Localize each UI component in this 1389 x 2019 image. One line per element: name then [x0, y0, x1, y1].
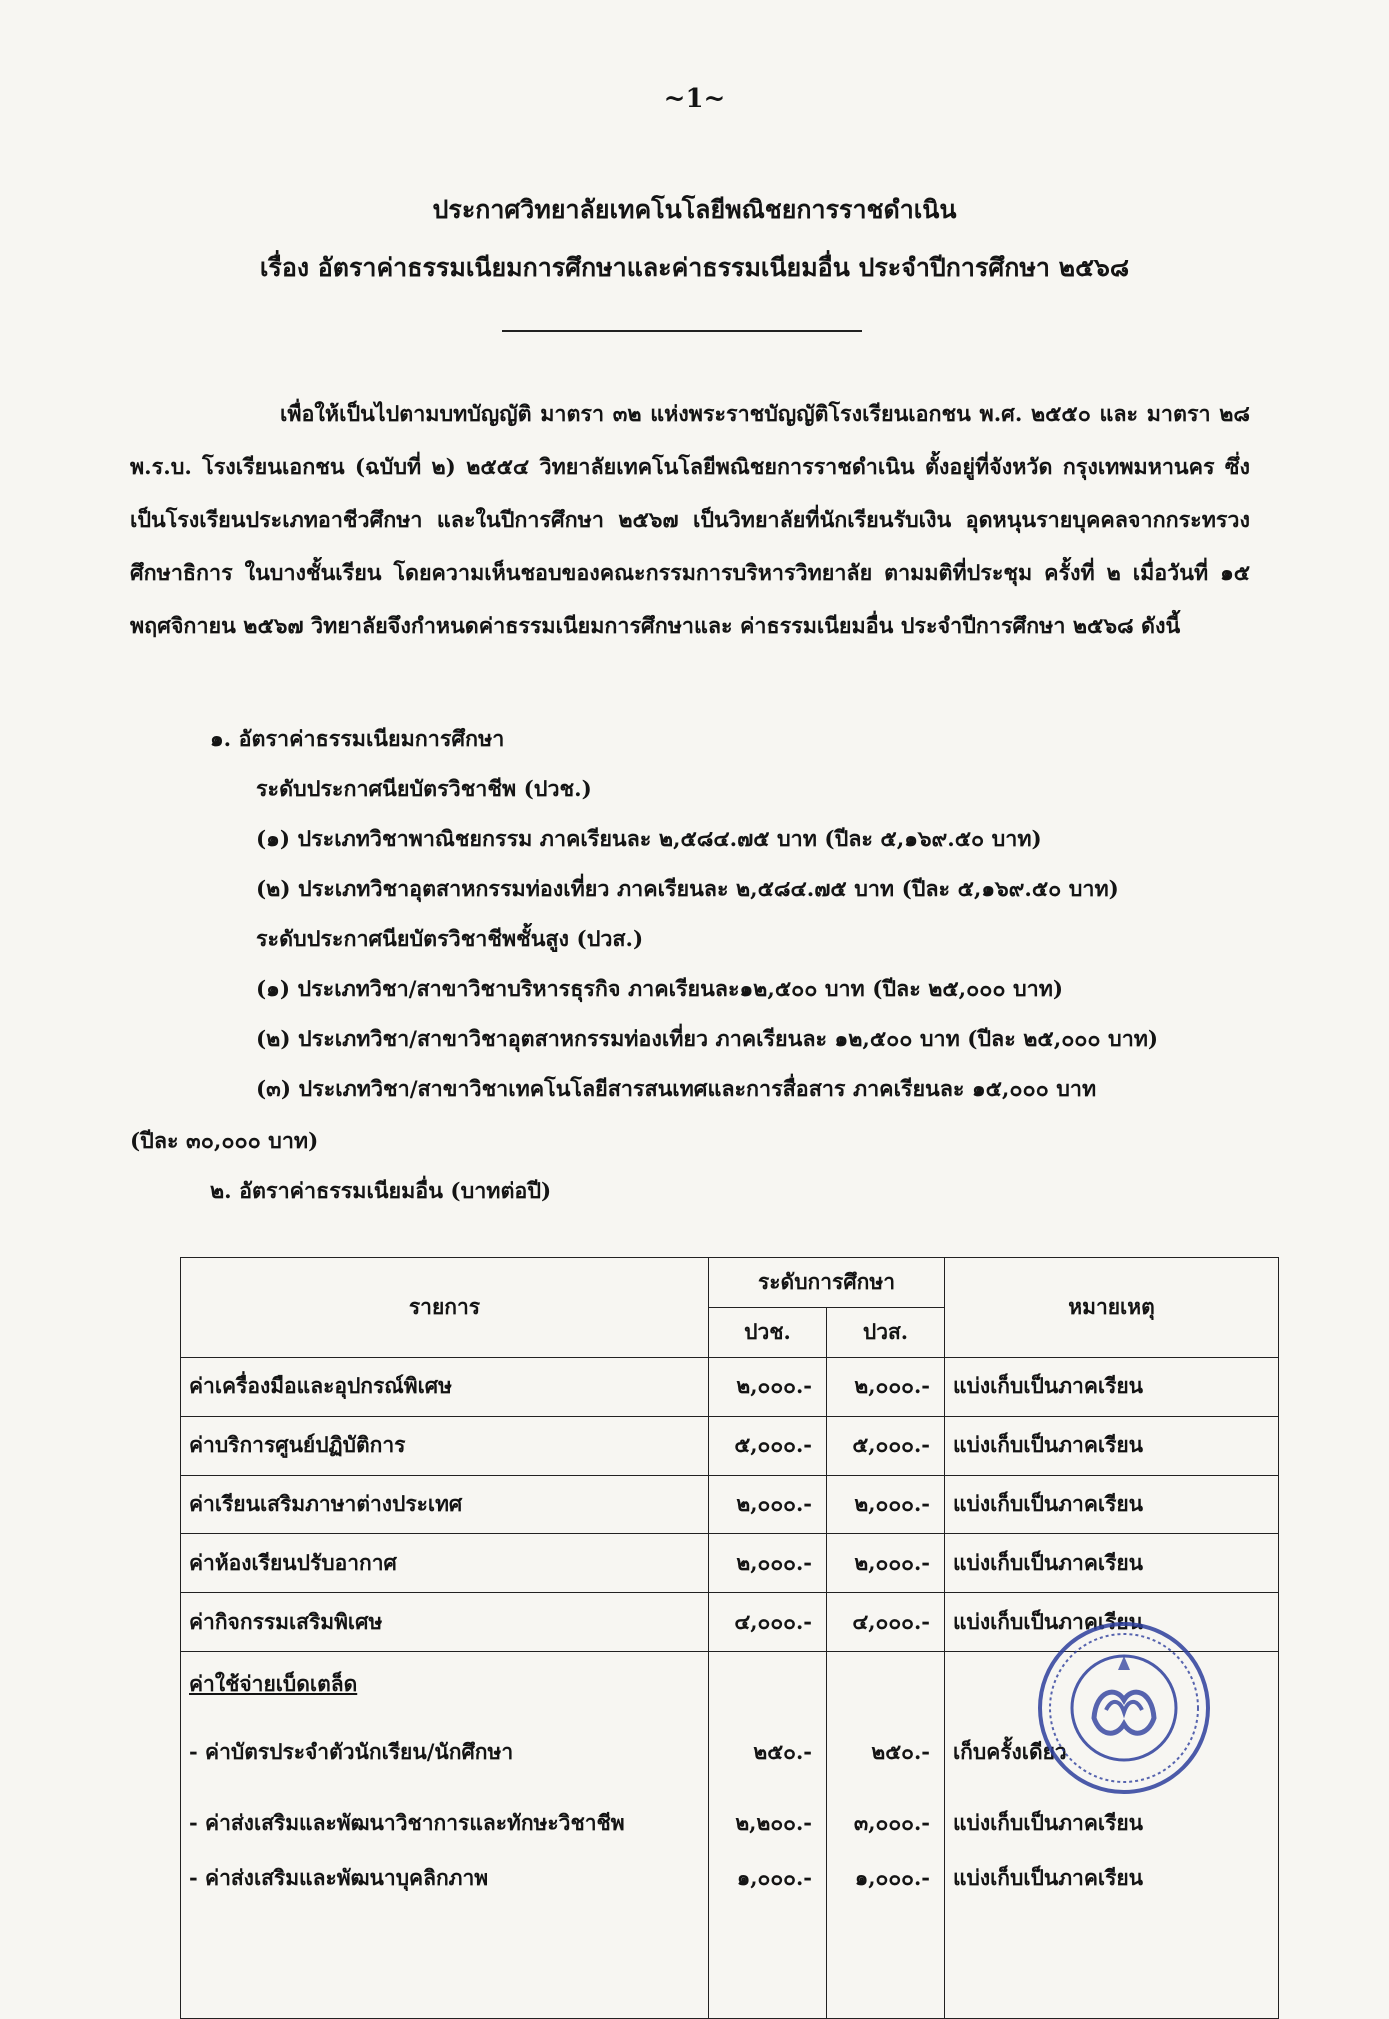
row-note: เก็บครั้งเดียว: [945, 1717, 1279, 1788]
pvs-item-1: (๑) ประเภทวิชา/สาขาวิชาบริหารธุรกิจ ภาคเรียนละ๑๒,๕๐๐ บาท (ปีละ ๒๕,๐๐๐ บาท): [256, 977, 1064, 1002]
title-divider: [502, 330, 862, 332]
pvs-item-2: (๒) ประเภทวิชา/สาขาวิชาอุตสาหกรรมท่องเที่ยว ภาคเรียนละ ๑๒,๕๐๐ บาท (ปีละ ๒๕,๐๐๐ บาท): [256, 1027, 1159, 1052]
section1-heading: ๑. อัตราค่าธรรมเนียมการศึกษา: [210, 727, 505, 752]
row-pvs: ๕,๐๐๐.-: [827, 1416, 945, 1475]
row-pvc: ๒,๐๐๐.-: [709, 1534, 827, 1593]
row-pvc: ๒,๐๐๐.-: [709, 1475, 827, 1534]
row-item: ค่าเครื่องมือและอุปกรณ์พิเศษ: [181, 1358, 709, 1417]
row-note: แบ่งเก็บเป็นภาคเรียน: [945, 1858, 1279, 1929]
row-pvs: ๒,๐๐๐.-: [827, 1534, 945, 1593]
announcement-subject: เรื่อง อัตราค่าธรรมเนียมการศึกษาและค่าธรรมเนียมอื่น ประจำปีการศึกษา ๒๕๖๘: [259, 253, 1130, 282]
row-pvc: ๒๕๐.-: [709, 1717, 827, 1788]
table-row: [181, 1858, 1279, 1929]
table-row: [181, 1475, 1279, 1534]
row-pvs: ๑,๐๐๐.-: [827, 1858, 945, 1929]
header-level: ระดับการศึกษา: [709, 1258, 945, 1308]
level-pvs-heading: ระดับประกาศนียบัตรวิชาชีพชั้นสูง (ปวส.): [256, 927, 644, 952]
row-pvs: ๔,๐๐๐.-: [827, 1593, 945, 1652]
college-seal-icon: [1036, 1620, 1212, 1796]
row-pvs: ๒๕๐.-: [827, 1717, 945, 1788]
row-item: - ค่าส่งเสริมและพัฒนาบุคลิกภาพ: [181, 1858, 709, 1929]
row-note: แบ่งเก็บเป็นภาคเรียน: [945, 1788, 1279, 1859]
pvs-item-3: (๓) ประเภทวิชา/สาขาวิชาเทคโนโลยีสารสนเทศและการสื่อสาร ภาคเรียนละ ๑๕,๐๐๐ บาท: [256, 1077, 1097, 1102]
row-pvc: ๒,๒๐๐.-: [709, 1788, 827, 1859]
row-pvc: ๔,๐๐๐.-: [709, 1593, 827, 1652]
row-pvc: ๕,๐๐๐.-: [709, 1416, 827, 1475]
row-item: - ค่าส่งเสริมและพัฒนาวิชาการและทักษะวิชาชีพ: [181, 1788, 709, 1859]
row-item: ค่าห้องเรียนปรับอากาศ: [181, 1534, 709, 1593]
header-pvs: ปวส.: [827, 1308, 945, 1358]
level-pvc-heading: ระดับประกาศนียบัตรวิชาชีพ (ปวช.): [256, 777, 592, 802]
page-number: ~1~: [663, 84, 726, 114]
table-row: [181, 1788, 1279, 1859]
row-item: ค่ากิจกรรมเสริมพิเศษ: [181, 1593, 709, 1652]
row-item: ค่าบริการศูนย์ปฏิบัติการ: [181, 1416, 709, 1475]
row-note: แบ่งเก็บเป็นภาคเรียน: [945, 1416, 1279, 1475]
table-row: [181, 1534, 1279, 1593]
row-note: แบ่งเก็บเป็นภาคเรียน: [945, 1593, 1279, 1652]
row-item: - ค่าบัตรประจำตัวนักเรียน/นักศึกษา: [181, 1717, 709, 1788]
intro-paragraph: เพื่อให้เป็นไปตามบทบัญญัติ มาตรา ๓๒ แห่งพระราชบัญญัติโรงเรียนเอกชน พ.ศ. ๒๕๕๐ และ มาตรา ๒๘ พ.ร.บ. โรงเรียนเอกชน (ฉบับที่ ๒) ๒๕๕๔ วิทยาลัยเทคโนโลยีพณิชยการราชดำเนิน ตั้งอยู่ที่จังหวัด กรุงเทพมหานคร ซึ่งเป็นโรงเรียนประเภทอาชีวศึกษา และในปีการศึกษา ๒๕๖๗ เป็นวิทยาลัยที่นักเรียนรับเงิน อุดหนุนรายบุคคลจากกระทรวงศึกษาธิการ ในบางชั้นเรียน โดยความเห็นชอบของคณะกรรมการบริหารวิทยาลัย ตามมติที่ประชุม ครั้งที่ ๒ เมื่อวันที่ ๑๕ พฤศจิกายน ๒๕๖๗ วิทยาลัยจึงกำหนดค่าธรรมเนียมการศึกษาและ ค่าธรรมเนียมอื่น ประจำปีการศึกษา ๒๕๖๘ ดังนี้: [130, 402, 1250, 639]
header-item: รายการ: [181, 1258, 709, 1358]
row-pvc: ๒,๐๐๐.-: [709, 1358, 827, 1417]
misc-heading: ค่าใช้จ่ายเบ็ดเตล็ด: [181, 1651, 709, 1717]
row-pvc: ๑,๐๐๐.-: [709, 1858, 827, 1929]
row-note: แบ่งเก็บเป็นภาคเรียน: [945, 1534, 1279, 1593]
section2-heading: ๒. อัตราค่าธรรมเนียมอื่น (บาทต่อปี): [210, 1179, 552, 1204]
pvs-item-3-continued: (ปีละ ๓๐,๐๐๐ บาท): [130, 1129, 319, 1154]
table-row: [181, 1358, 1279, 1417]
row-pvs: ๒,๐๐๐.-: [827, 1358, 945, 1417]
pvc-item-1: (๑) ประเภทวิชาพาณิชยกรรม ภาคเรียนละ ๒,๕๘๔.๗๕ บาท (ปีละ ๕,๑๖๙.๕๐ บาท): [256, 827, 1042, 852]
table-bottom-space: [181, 1929, 1279, 2018]
table-row: [181, 1416, 1279, 1475]
row-note: แบ่งเก็บเป็นภาคเรียน: [945, 1475, 1279, 1534]
row-item: ค่าเรียนเสริมภาษาต่างประเทศ: [181, 1475, 709, 1534]
pvc-item-2: (๒) ประเภทวิชาอุตสาหกรรมท่องเที่ยว ภาคเรียนละ ๒,๕๘๔.๗๕ บาท (ปีละ ๕,๑๖๙.๕๐ บาท): [256, 877, 1119, 902]
header-note: หมายเหตุ: [945, 1258, 1279, 1358]
row-note: แบ่งเก็บเป็นภาคเรียน: [945, 1358, 1279, 1417]
header-pvc: ปวช.: [709, 1308, 827, 1358]
announcement-title: ประกาศวิทยาลัยเทคโนโลยีพณิชยการราชดำเนิน: [432, 195, 957, 224]
row-pvs: ๒,๐๐๐.-: [827, 1475, 945, 1534]
row-pvs: ๓,๐๐๐.-: [827, 1788, 945, 1859]
